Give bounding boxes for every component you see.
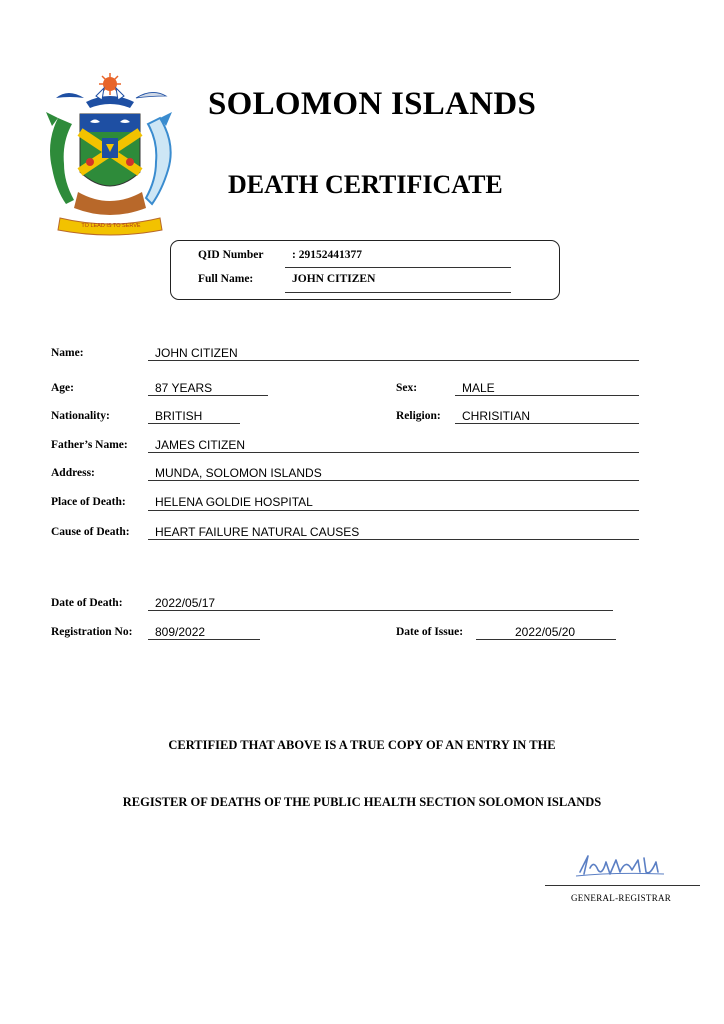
date-of-death-value: 2022/05/17 [155,596,216,610]
sex-value: MALE [462,381,495,395]
coat-of-arms-icon [38,72,184,242]
registration-no-underline [148,639,260,640]
date-of-issue-underline [476,639,616,640]
name-underline [148,360,639,361]
religion-label: Religion: [396,410,441,422]
address-underline [148,480,639,481]
age-underline [148,395,268,396]
country-title: SOLOMON ISLANDS [208,86,537,122]
cause-of-death-label: Cause of Death: [51,526,130,538]
date-of-issue-value: 2022/05/20 [515,625,576,639]
signature-scribble-icon [574,848,670,882]
signature-line [545,885,700,886]
address-value: MUNDA, SOLOMON ISLANDS [155,466,322,480]
address-label: Address: [51,467,95,479]
coat-of-arms-emblem [38,72,184,242]
full-name-underline [285,292,511,293]
qid-number-value: : 29152441377 [292,249,362,261]
cause-of-death-underline [148,539,639,540]
date-of-death-underline [148,610,613,611]
religion-underline [455,423,639,424]
nationality-underline [148,423,240,424]
document-title: DEATH CERTIFICATE [228,170,503,199]
place-of-death-underline [148,510,639,511]
place-of-death-label: Place of Death: [51,496,126,508]
place-of-death-value: HELENA GOLDIE HOSPITAL [155,495,313,509]
age-label: Age: [51,382,74,394]
emblem-motto: TO LEAD IS TO SERVE [81,223,141,229]
sex-label: Sex: [396,382,418,394]
age-value: 87 YEARS [155,381,213,395]
certification-line-1: CERTIFIED THAT ABOVE IS A TRUE COPY OF AN ENTRY IN THE [168,738,556,752]
nationality-value: BRITISH [155,409,203,423]
father-name-underline [148,452,639,453]
sex-underline [455,395,639,396]
registration-no-value: 809/2022 [155,625,206,639]
date-of-issue-label: Date of Issue: [396,626,464,638]
father-name-value: JAMES CITIZEN [155,438,246,452]
registrar-signature [574,848,670,882]
nationality-label: Nationality: [51,410,110,422]
father-name-label: Father’s Name: [51,439,128,451]
name-label: Name: [51,347,84,359]
registration-no-label: Registration No: [51,626,133,638]
name-value: JOHN CITIZEN [155,346,238,360]
qid-box [170,240,560,300]
certification-line-2: REGISTER OF DEATHS OF THE PUBLIC HEALTH SECTION SOLOMON ISLANDS [122,795,602,809]
religion-value: CHRISITIAN [462,409,531,423]
full-name-value: JOHN CITIZEN [292,273,376,285]
cause-of-death-value: HEART FAILURE NATURAL CAUSES [155,525,360,539]
full-name-label: Full Name: [198,273,254,285]
date-of-death-label: Date of Death: [51,597,123,609]
registrar-title: GENERAL-REGISTRAR [571,893,672,903]
qid-underline [285,267,511,268]
qid-number-label: QID Number [198,249,264,261]
